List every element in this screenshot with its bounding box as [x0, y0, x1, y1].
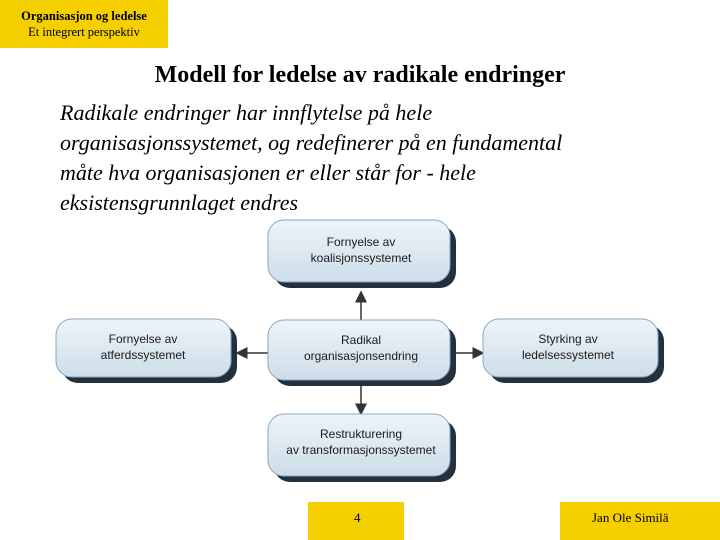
author-box [560, 502, 720, 540]
node-top [268, 220, 456, 288]
node-bottom [268, 414, 456, 482]
node-bottom-line1: Restrukturering [319, 427, 403, 441]
body-line: eksistensgrunnlaget endres [60, 190, 299, 215]
body-line: Radikale endringer har innflytelse på hele [60, 100, 433, 125]
page-number: 4 [354, 510, 361, 525]
node-left-line1: Fornyelse av [108, 332, 178, 346]
course-subtitle: Et integrert perspektiv [28, 25, 140, 39]
slide-title: Modell for ledelse av radikale endringer [154, 62, 566, 88]
author-name: Jan Ole Similä [592, 510, 669, 525]
node-bottom-line2: av transformasjonssystemet [286, 443, 436, 457]
node-center [268, 320, 456, 386]
node-center-line1: Radikal [340, 333, 382, 347]
body-line: organisasjonssystemet, og redefinerer på en fundamental [60, 130, 563, 155]
node-left [56, 319, 237, 383]
node-left-line2: atferdssystemet [100, 348, 186, 362]
node-center-line2: organisasjonsendring [303, 349, 419, 363]
body-line: måte hva organisasjonen er eller står for - hele [60, 160, 476, 185]
page-number-box [308, 502, 404, 540]
node-top-line2: koalisjonssystemet [310, 251, 412, 265]
node-right [483, 319, 664, 383]
node-top-line1: Fornyelse av [326, 235, 396, 249]
node-right-line1: Styrking av [538, 332, 598, 346]
node-right-line2: ledelsessystemet [521, 348, 615, 362]
course-title: Organisasjon og ledelse [21, 9, 147, 23]
